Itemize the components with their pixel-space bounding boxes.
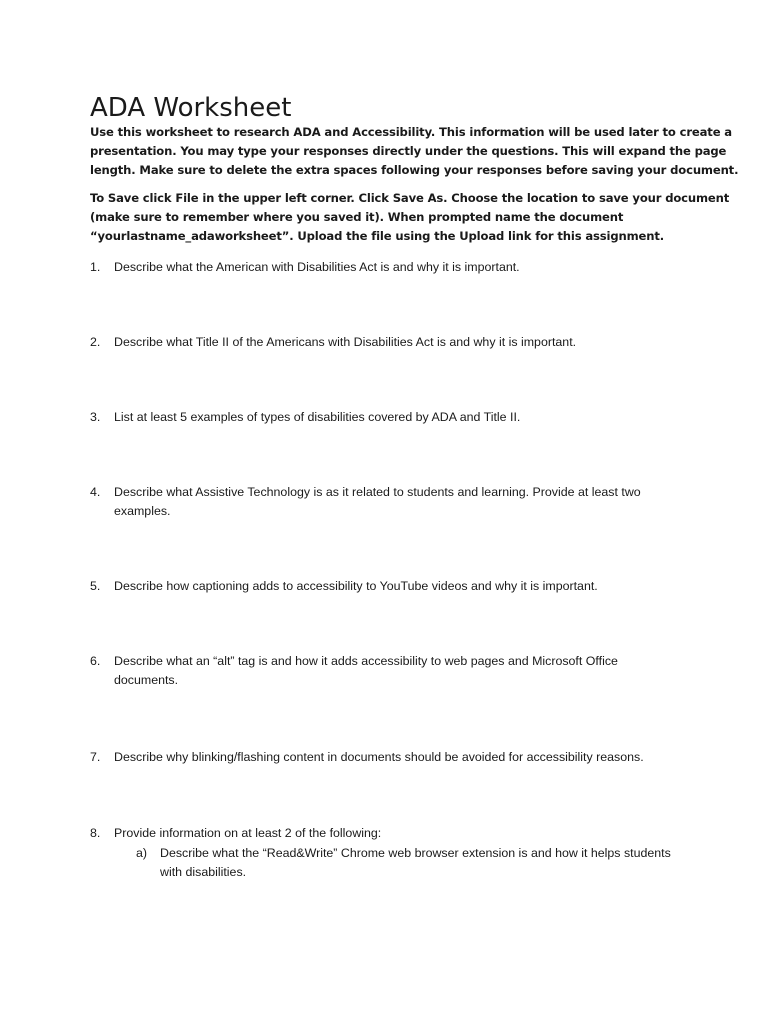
subitem-line: Describe what the “Read&Write” Chrome web browser extension is and how it helps students	[160, 846, 671, 860]
question-text	[114, 652, 704, 690]
question-number: 7.	[90, 750, 101, 764]
question-number: 3.	[90, 410, 101, 424]
question-text	[114, 408, 704, 427]
question-line: documents.	[114, 673, 179, 687]
question-line: Describe how captioning adds to accessibility to YouTube videos and why it is important.	[114, 579, 598, 593]
question-text	[114, 333, 704, 352]
question-text	[114, 577, 704, 596]
intro-paragraph-save-instructions	[90, 189, 730, 246]
question-number: 8.	[90, 826, 101, 840]
question-text	[114, 483, 704, 521]
intro-line: length. Make sure to delete the extra spaces following your responses before saving your document.	[90, 163, 739, 177]
question-line: Describe what Title II of the Americans with Disabilities Act is and why it is important.	[114, 335, 577, 349]
intro-paragraph-instructions	[90, 123, 739, 180]
intro-line: “yourlastname_adaworksheet”. Upload the file using the Upload link for this assignment.	[90, 229, 664, 243]
question-line: Describe what an “alt” tag is and how it adds accessibility to web pages and Microsoft Office	[114, 654, 618, 668]
question-line: Describe what Assistive Technology is as it related to students and learning. Provide at least two	[114, 485, 641, 499]
subitem-line: with disabilities.	[160, 865, 247, 879]
question-line: Describe what the American with Disabilities Act is and why it is important.	[114, 260, 520, 274]
intro-line: To Save click File in the upper left corner. Click Save As. Choose the location to save your document	[90, 191, 730, 205]
intro-line: (make sure to remember where you saved it). When prompted name the document	[90, 210, 624, 224]
question-line: examples.	[114, 504, 171, 518]
subitem-text	[160, 844, 700, 882]
question-number: 5.	[90, 579, 101, 593]
intro-line: presentation. You may type your responses directly under the questions. This will expand the page	[90, 144, 727, 158]
question-line: List at least 5 examples of types of disabilities covered by ADA and Title II.	[114, 410, 521, 424]
question-number: 2.	[90, 335, 101, 349]
subitem-letter: a)	[136, 846, 148, 860]
question-text	[114, 824, 704, 843]
document-title: ADA Worksheet	[90, 93, 292, 123]
question-number: 6.	[90, 654, 101, 668]
question-number: 4.	[90, 485, 101, 499]
question-text	[114, 748, 704, 767]
question-text	[114, 258, 704, 277]
question-number: 1.	[90, 260, 101, 274]
question-line: Describe why blinking/flashing content in documents should be avoided for accessibility reasons.	[114, 750, 644, 764]
intro-line: Use this worksheet to research ADA and Accessibility. This information will be used later to create a	[90, 125, 732, 139]
question-line: Provide information on at least 2 of the following:	[114, 826, 382, 840]
